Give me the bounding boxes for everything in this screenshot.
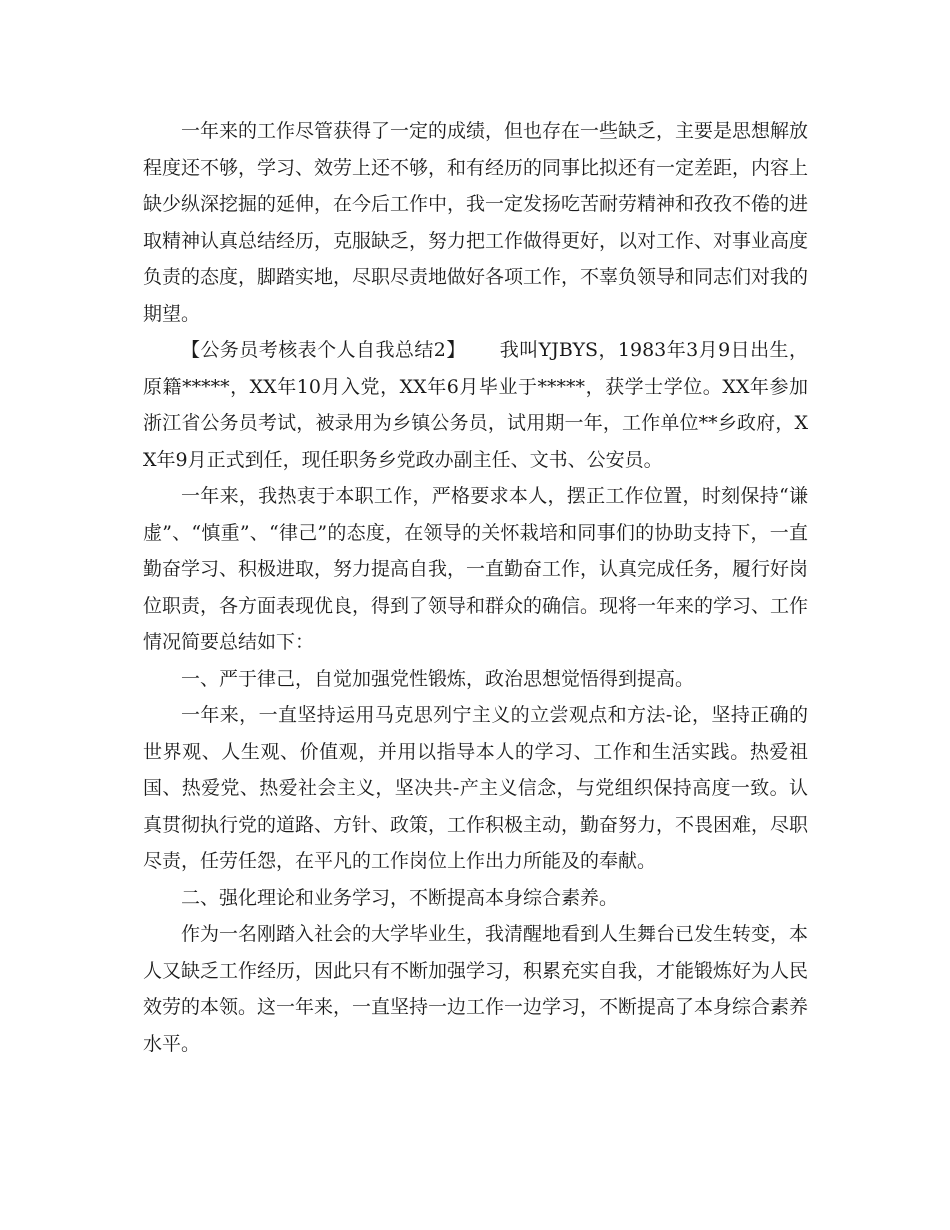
paragraph-overview: 一年来，我热衷于本职工作，严格要求本人，摆正工作位置，时刻保持“谦虚”、“慎重”、“律己”的态度，在领导的关怀栽培和同事们的协助支持下，一直勤奋学习、积极进取，努力提高自我，一直勤奋工作，认真完成任务，履行好岗位职责，各方面表现优良，得到了领导和群众的确信。现将一年来的学习、工作情况简要总结如下： xyxy=(143,485,809,653)
paragraph-intro xyxy=(143,332,808,478)
intro-text: 我叫YJBYS，1983年3月9日出生，原籍*****，XX年10月入党，XX年6月毕业于*****，获学士学位。XX年参加浙江省公务员考试，被录用为乡镇公务员，试用期一年，工作单位**乡政府，XX年9月正式到任，现任职务乡党政办副主任、文书、公安员。 xyxy=(143,339,808,471)
section-heading-two: 二、强化理论和业务学习，不断提高本身综合素养。 xyxy=(181,886,619,909)
document-body xyxy=(143,113,808,1062)
paragraph-political: 一年来，一直坚持运用马克思列宁主义的立尝观点和方法-论，坚持正确的世界观、人生观、价值观，并用以指导本人的学习、工作和生活实践。热爱祖国、热爱党、热爱社会主义，坚决共-产主义信念，与党组织保持高度一致。认真贯彻执行党的道路、方针、政策，工作积极主动，勤奋努力，不畏困难，尽职尽责，任劳任怨，在平凡的工作岗位上作出力所能及的奉献。 xyxy=(143,704,809,872)
paragraph-shortcomings: 一年来的工作尽管获得了一定的成绩，但也存在一些缺乏，主要是思想解放程度还不够，学习、效劳上还不够，和有经历的同事比拟还有一定差距，内容上缺少纵深挖掘的延伸，在今后工作中，我一定发扬吃苦耐劳精神和孜孜不倦的进取精神认真总结经历，克服缺乏，努力把工作做得更好，以对工作、对事业高度负责的态度，脚踏实地，尽职尽责地做好各项工作，不辜负领导和同志们对我的期望。 xyxy=(143,120,809,325)
section-title: 【公务员考核表个人自我总结2】 xyxy=(181,339,466,361)
paragraph-study: 作为一名刚踏入社会的大学毕业生，我清醒地看到人生舞台已发生转变，本人又缺乏工作经历，因此只有不断加强学习，积累充实自我，才能锻炼好为人民效劳的本领。这一年来，一直坚持一边工作一边学习，不断提高了本身综合素养水平。 xyxy=(143,923,809,1055)
section-heading-one: 一、严于律己，自觉加强党性锻炼，政治思想觉悟得到提高。 xyxy=(181,667,695,690)
